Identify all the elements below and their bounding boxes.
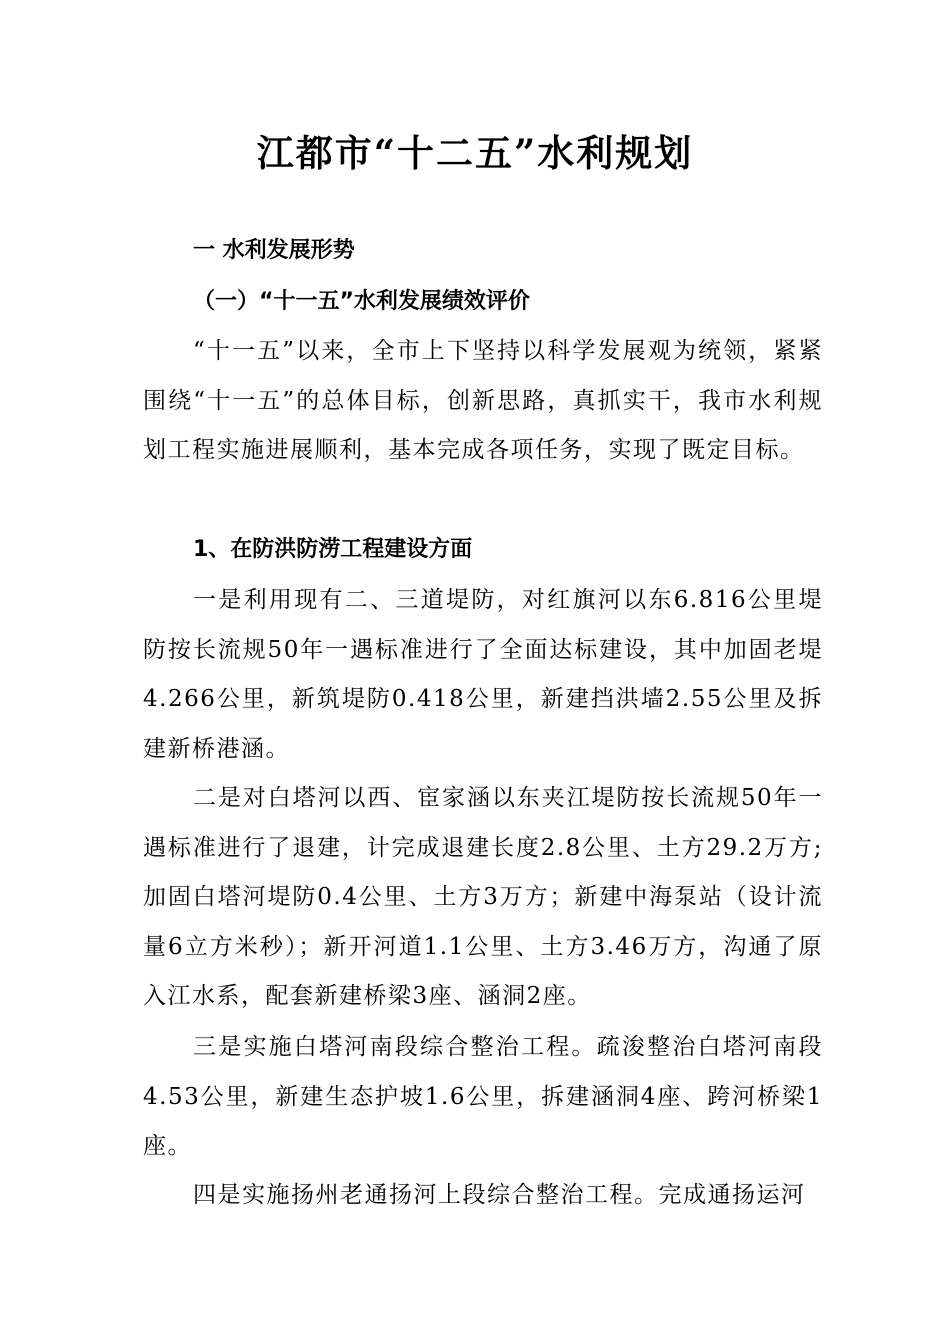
body-paragraph-4: 四是实施扬州老通扬河上段综合整治工程。完成通扬运河 [193, 1182, 806, 1208]
subsection-heading: （一）“十一五”水利发展绩效评价 [193, 289, 530, 314]
intro-paragraph: “十一五”以来，全市上下坚持以科学发展观为统领，紧紧围绕“十一五”的总体目标，创新思路，真抓实干，我市水利规划工程实施进展顺利，基本完成各项任务，实现了既定目标。 [143, 338, 823, 463]
body-paragraph-2: 二是对白塔河以西、宦家涵以东夹江堤防按长流规50年一遇标准进行了退建，计完成退建长度2.8公里、土方29.2万方;加固白塔河堤防0.4公里、土方3万方；新建中海泵站（设计流量6立方米秒）；新开河道1.1公里、土方3.46万方，沟通了原入江水系，配套新建桥梁3座、涵洞2座。 [143, 785, 823, 1009]
body-paragraph-1: 一是利用现有二、三道堤防，对红旗河以东6.816公里堤防按长流规50年一遇标准进行了全面达标建设，其中加固老堤4.266公里，新筑堤防0.418公里，新建挡洪墙2.55公里及拆建新桥港涵。 [143, 587, 823, 762]
document-title: 江都市“十二五”水利规划 [256, 131, 694, 175]
section-heading: 一 水利发展形势 [193, 238, 355, 263]
body-paragraph-3: 三是实施白塔河南段综合整治工程。疏浚整治白塔河南段4.53公里，新建生态护坡1.6公里，拆建涵洞4座、跨河桥梁1座。 [143, 1034, 823, 1159]
item-heading: 1、在防洪防涝工程建设方面 [193, 537, 473, 562]
